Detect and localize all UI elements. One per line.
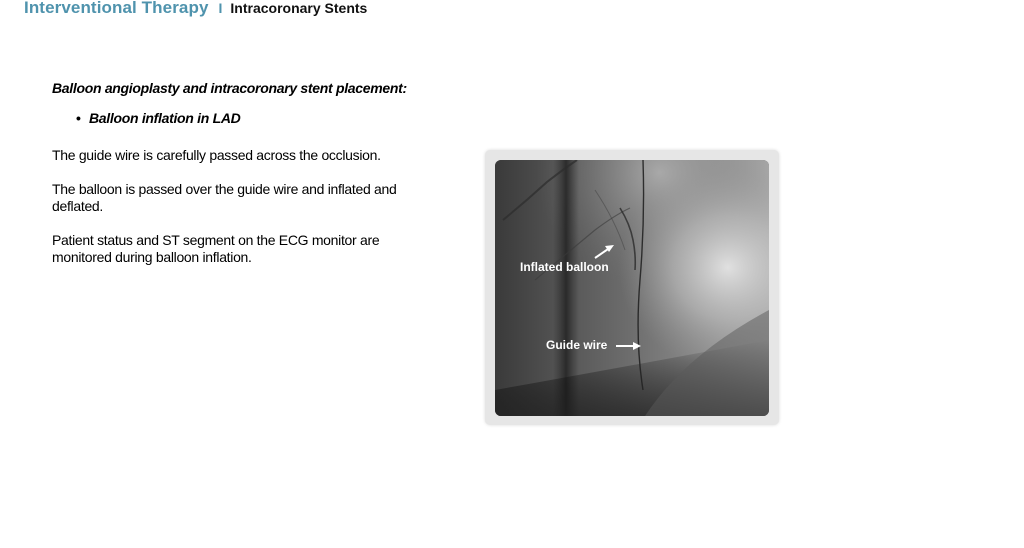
angiogram-image	[495, 160, 769, 416]
bullet-icon: •	[76, 110, 81, 126]
slide-subtitle: Balloon angioplasty and intracoronary stent placement:	[52, 80, 407, 96]
topic-title: Intracoronary Stents	[230, 0, 368, 16]
angiogram-svg	[495, 160, 769, 416]
header-separator: I	[218, 0, 223, 16]
wire-label: Guide wire	[546, 338, 608, 352]
section-title: Interventional Therapy	[24, 0, 209, 17]
slide-header	[24, 0, 367, 20]
paragraph-guide-wire: The guide wire is carefully passed across the occlusion.	[52, 147, 381, 163]
balloon-label: Inflated balloon	[520, 260, 609, 274]
bullet-item	[76, 110, 240, 126]
bullet-text: Balloon inflation in LAD	[89, 110, 241, 126]
paragraph-balloon: The balloon is passed over the guide wire and inflated and deflated.	[52, 181, 397, 214]
body-text	[52, 147, 422, 283]
paragraph-monitoring: Patient status and ST segment on the ECG monitor are monitored during balloon inflation.	[52, 232, 380, 265]
angiogram-figure-frame	[485, 150, 779, 425]
